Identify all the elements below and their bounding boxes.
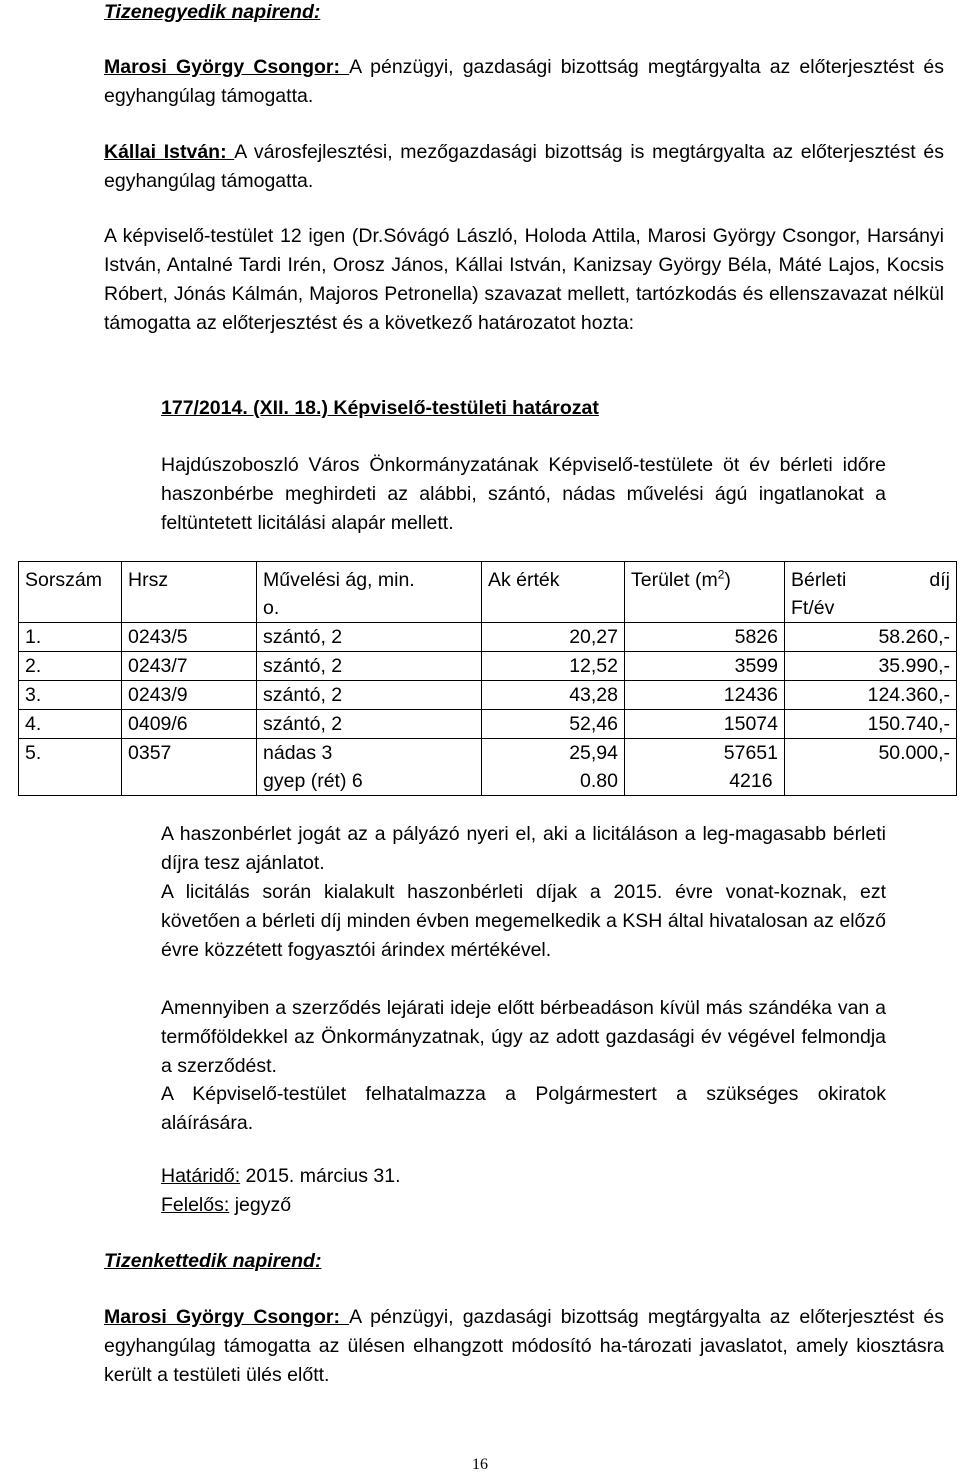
agenda-11-statement-2 [104, 138, 944, 196]
cell-sorszam: 2. [19, 652, 122, 681]
cell-sorszam: 1. [19, 623, 122, 652]
resolution-title: 177/2014. (XII. 18.) Képviselő-testületi határozat [161, 397, 599, 419]
table-row [19, 623, 957, 652]
cell-muvelesi [257, 739, 482, 796]
statement-text: A pénzügyi, gazdasági bizottság megtárgyalta az előterjesztést és egyhangúlag támogatta. [104, 56, 944, 107]
table-row [19, 710, 957, 739]
table-row [19, 681, 957, 710]
cell-ak-ertek: 43,28 [482, 681, 625, 710]
cell-berleti-dij: 124.360,- [785, 681, 957, 710]
header-berleti-word: Bérleti [791, 569, 847, 591]
responsible-value: jegyző [229, 1194, 292, 1216]
resolution-paragraph-4: A Képviselő-testület felhatalmazza a Polgármestert a szükséges okiratok aláírására. [161, 1083, 886, 1134]
header-terulet [625, 562, 785, 623]
agenda-11-statement-1 [104, 53, 944, 111]
deadline-label: Határidő: [161, 1165, 241, 1187]
vote-paragraph: A képviselő-testület 12 igen (Dr.Sóvágó László, Holoda Attila, Marosi György Csongor, Harsányi István, Antalné Tardi Irén, Orosz János, Kállai István, Kanizsay György Béla, Máté Lajos, Kocsis Róbert, Jónás Kálmán, Majoros Petronella) szavazat mellett, tartózkodás és ellenszavazat nélkül támogatta az előterjesztést és a következő határozatot hozta: [104, 225, 944, 334]
responsible-label: Felelős: [161, 1194, 230, 1216]
resolution-paragraph-1: A haszonbérlet jogát az a pályázó nyeri el, aki a licitáláson a leg-magasabb bérleti díjra tesz ajánlatot. [161, 823, 886, 874]
deadline-line [161, 1162, 886, 1191]
cell-terulet-stack [724, 739, 778, 795]
header-berleti-line1 [791, 566, 950, 594]
header-muvelesi-line1: Művelési ág, min. [263, 569, 415, 591]
statement-text: A pénzügyi, gazdasági bizottság megtárgyalta az előterjesztést és egyhangúlag támogatta az ülésen elhangzott módosító ha-tározati javaslatot, amely kiosztásra került a testületi ülés előtt. [104, 1306, 944, 1386]
header-hrsz: Hrsz [122, 562, 257, 623]
header-muvelesi-line2: o. [263, 597, 280, 619]
header-berleti-dij [785, 562, 957, 623]
cell-berleti-dij: 50.000,- [785, 739, 957, 796]
property-table [18, 561, 957, 796]
cell-ak-line1: 25,94 [569, 742, 618, 764]
resolution-intro: Hajdúszoboszló Város Önkormányzatának Képviselő-testülete öt év bérleti időre haszonbérbe meghirdeti az alábbi, szántó, nádas művelési ágú ingatlanokat a feltüntetett licitálási alapár mellett. [161, 454, 886, 534]
header-terulet-text: Terület (m [631, 569, 718, 591]
cell-terulet: 15074 [625, 710, 785, 739]
cell-sorszam: 5. [19, 739, 122, 796]
cell-muvelesi: szántó, 2 [257, 710, 482, 739]
header-dij-word: díj [929, 569, 950, 591]
speaker-name: Marosi György Csongor: [104, 56, 350, 78]
resolution-paragraph-3: Amennyiben a szerződés lejárati ideje előtt bérbeadáson kívül más szándéka van a termőföldekkel az Önkormányzatnak, úgy az adott gazdasági év végével felmondja a szerződést. [161, 997, 886, 1077]
speaker-name: Marosi György Csongor: [104, 1306, 350, 1328]
cell-muvelesi: szántó, 2 [257, 652, 482, 681]
deadline-value: 2015. március 31. [240, 1165, 401, 1187]
cell-muvelesi-line1: nádas 3 [263, 742, 333, 764]
cell-hrsz: 0243/9 [122, 681, 257, 710]
agenda-11-heading: Tizenegyedik napirend: [104, 1, 321, 23]
cell-berleti-dij: 150.740,- [785, 710, 957, 739]
table-row [19, 652, 957, 681]
cell-ak-ertek: 20,27 [482, 623, 625, 652]
cell-muvelesi-line2: gyep (rét) 6 [263, 770, 363, 792]
speaker-name: Kállai István: [104, 141, 235, 163]
page-number: 16 [472, 1456, 488, 1473]
cell-sorszam: 3. [19, 681, 122, 710]
cell-terulet-line2: 4216 [729, 770, 773, 792]
header-muvelesi [257, 562, 482, 623]
cell-berleti-dij: 58.260,- [785, 623, 957, 652]
cell-terulet [625, 739, 785, 796]
cell-hrsz: 0357 [122, 739, 257, 796]
responsible-line [161, 1191, 886, 1220]
agenda-12-statement-1 [104, 1303, 944, 1390]
cell-ak-line2: 0.80 [580, 770, 618, 792]
cell-hrsz: 0243/5 [122, 623, 257, 652]
table-header-row [19, 562, 957, 623]
resolution-paragraph-2: A licitálás során kialakult haszonbérleti díjak a 2015. évre vonat-koznak, ezt követően a bérleti díj minden évben megemelkedik a KSH által hivatalosan az előző évre közzétett fogyasztói árindex mértékével. [161, 881, 886, 961]
header-ak-ertek: Ak érték [482, 562, 625, 623]
agenda-12-heading: Tizenkettedik napirend: [104, 1250, 322, 1272]
header-berleti-line2: Ft/év [791, 597, 835, 619]
header-terulet-sup: 2 [717, 567, 725, 582]
cell-sorszam: 4. [19, 710, 122, 739]
header-terulet-end: ) [724, 569, 731, 591]
cell-muvelesi: szántó, 2 [257, 623, 482, 652]
statement-text: A városfejlesztési, mezőgazdasági bizottság is megtárgyalta az előterjesztést és egyhangúlag támogatta. [104, 141, 944, 192]
cell-muvelesi: szántó, 2 [257, 681, 482, 710]
cell-berleti-dij: 35.990,- [785, 652, 957, 681]
cell-hrsz: 0409/6 [122, 710, 257, 739]
cell-terulet: 3599 [625, 652, 785, 681]
cell-terulet: 5826 [625, 623, 785, 652]
header-sorszam: Sorszám [19, 562, 122, 623]
cell-terulet-line1: 57651 [723, 742, 778, 764]
cell-ak-ertek: 52,46 [482, 710, 625, 739]
cell-hrsz: 0243/7 [122, 652, 257, 681]
cell-terulet: 12436 [625, 681, 785, 710]
cell-ak-ertek [482, 739, 625, 796]
table-row [19, 739, 957, 796]
cell-ak-ertek: 12,52 [482, 652, 625, 681]
